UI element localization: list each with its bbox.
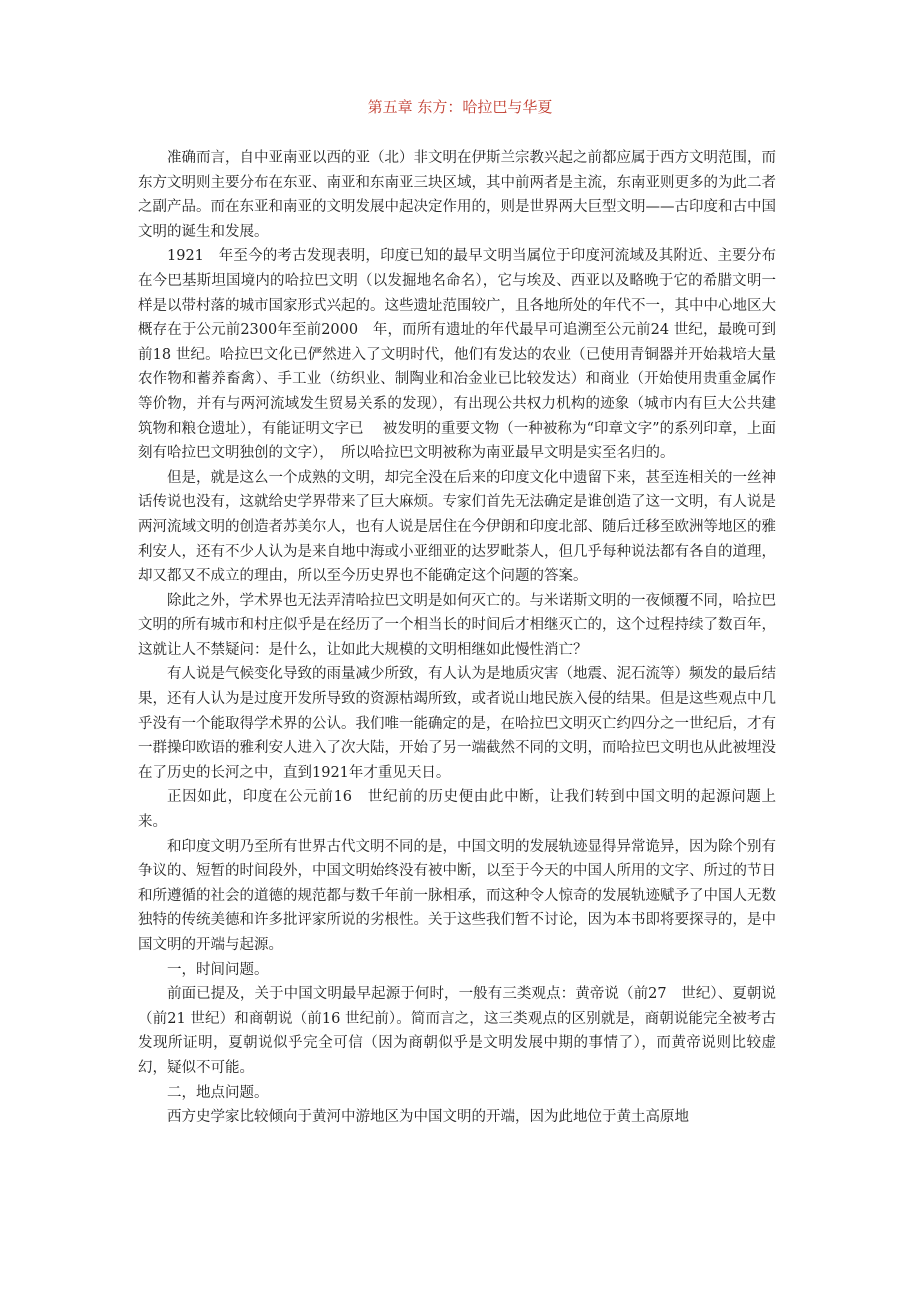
section-heading-place: 二，地点问题。 <box>167 1084 269 1101</box>
paragraph: 除此之外，学术界也无法弄清哈拉巴文明是如何灭亡的。与米诺斯文明的一夜倾覆不同，哈拉巴文明的所有城市和村庄似乎是在经历了一个相当长的时间后才相继灭亡的，这个过程持续了数百年，这就让人不禁疑问：是什么，让如此大规模的文明相继如此慢性消亡？ <box>138 592 776 658</box>
document-body <box>138 146 776 1130</box>
chapter-title: 第五章 东方：哈拉巴与华夏 <box>367 98 553 116</box>
paragraph: 准确而言，自中亚南亚以西的亚（北）非文明在伊斯兰宗教兴起之前都应属于西方文明范围，而东方文明则主要分布在东亚、南亚和东南亚三块区域，其中前两者是主流，东南亚则更多的为此二者之副产品。而在东亚和南亚的文明发展中起决定作用的，则是世界两大巨型文明——古印度和古中国文明的诞生和发展。 <box>138 150 776 240</box>
paragraph: 正因如此，印度在公元前16 世纪前的历史便由此中断，让我们转到中国文明的起源问题上来。 <box>138 789 776 831</box>
paragraph: 有人说是气候变化导致的雨量减少所致，有人认为是地质灾害（地震、泥石流等）频发的最后结果，还有人认为是过度开发所导致的资源枯竭所致，或者说山地民族入侵的结果。但是这些观点中几乎没有一个能取得学术界的公认。我们唯一能确定的是，在哈拉巴文明灭亡约四分之一世纪后，才有一群操印欧语的雅利安人进入了次大陆，开始了另一端截然不同的文明，而哈拉巴文明也从此被埋没在了历史的长河之中，直到1921年才重见天日。 <box>138 666 776 781</box>
paragraph: 但是，就是这么一个成熟的文明，却完全没在后来的印度文化中遗留下来，甚至连相关的一丝神话传说也没有，这就给史学界带来了巨大麻烦。专家们首先无法确定是谁创造了这一文明，有人说是两河流域文明的创造者苏美尔人，也有人说是居住在今伊朗和印度北部、随后迁移至欧洲等地区的雅利安人，还有不少人认为是来自地中海或小亚细亚的达罗毗荼人，但几乎每种说法都有各自的道理，却又都又不成立的理由，所以至今历史界也不能确定这个问题的答案。 <box>138 469 776 585</box>
paragraph: 和印度文明乃至所有世界古代文明不同的是，中国文明的发展轨迹显得异常诡异，因为除个别有争议的、短暂的时间段外，中国文明始终没有被中断，以至于今天的中国人所用的文字、所过的节日和所遵循的社会的道德的规范都与数千年前一脉相承，而这种令人惊奇的发展轨迹赋予了中国人无数独特的传统美德和许多批评家所说的劣根性。关于这些我们暂不讨论，因为本书即将要探寻的，是中国文明的开端与起源。 <box>138 838 776 953</box>
paragraph: 1921 年至今的考古发现表明，印度已知的最早文明当属位于印度河流域及其附近、主要分布在今巴基斯坦国境内的哈拉巴文明（以发掘地名命名），它与埃及、西亚以及略晚于它的希腊文明一样是以带村落的城市国家形式兴起的。这些遗址范围较广，且各地所处的年代不一，其中中心地区大概存在于公元前2300年至前2000 年，而所有遗址的年代最早可追溯至公元前24 世纪，最晚可到前18 世纪。哈拉巴文化已俨然进入了文明时代，他们有发达的农业（已使用青铜器并开始栽培大量农作物和蓄养畜禽）、手工业（纺织业、制陶业和冶金业已比较发达）和商业（开始使用贵重金属作等价物，并有与两河流域发生贸易关系的发现），有出现公共权力机构的迹象（城市内有巨大公共建筑物和粮仓遗址），有能证明文字已 被发明的重要文物（一种被称为“印章文字”的系列印章，上面刻有哈拉巴文明独创的文字）， 所以哈拉巴文明被称为南亚最早文明是实至名归的。 <box>138 248 776 462</box>
paragraph: 西方史学家比较倾向于黄河中游地区为中国文明的开端，因为此地位于黄土高原地 <box>167 1109 689 1126</box>
paragraph: 前面已提及，关于中国文明最早起源于何时，一般有三类观点：黄帝说（前27 世纪）、夏朝说（前21 世纪）和商朝说（前16 世纪前）。简而言之，这三类观点的区别就是，商朝说能完全被考古发现所证明，夏朝说似乎完全可信（因为商朝似乎是文明发展中期的事情了），而黄帝说则比较虚幻，疑似不可能。 <box>138 986 776 1076</box>
section-heading-time: 一，时间问题。 <box>167 961 269 978</box>
